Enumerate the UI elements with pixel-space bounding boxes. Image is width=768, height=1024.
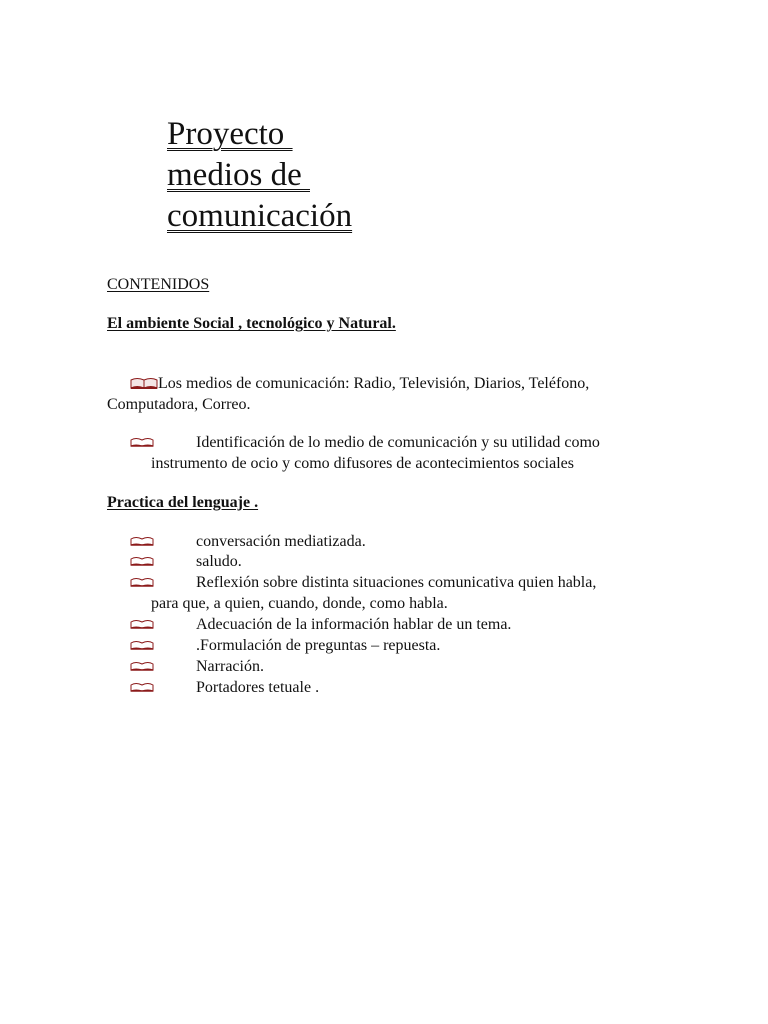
open-book-icon bbox=[130, 437, 158, 449]
open-book-icon bbox=[130, 661, 158, 673]
list-item-medios bbox=[130, 373, 589, 394]
list-item-identificacion-line2: instrumento de ocio y como difusores de acontecimientos sociales bbox=[151, 455, 574, 472]
list-item bbox=[0, 635, 768, 656]
title-line-1: Proyecto bbox=[167, 116, 293, 152]
list-item-medios-line2: Computadora, Correo. bbox=[107, 396, 251, 413]
open-book-icon bbox=[130, 556, 158, 568]
list-item-continuation: para que, a quien, cuando, donde, como habla. bbox=[151, 595, 448, 612]
list-item-text: .Formulación de preguntas – repuesta. bbox=[196, 637, 441, 654]
section-heading-lenguaje: Practica del lenguaje . bbox=[107, 494, 259, 511]
open-book-icon bbox=[130, 682, 158, 694]
open-book-icon bbox=[130, 640, 158, 652]
list-item-text: conversación mediatizada. bbox=[196, 533, 366, 550]
open-book-icon bbox=[130, 377, 158, 389]
list-item-text: Reflexión sobre distinta situaciones comunicativa quien habla, bbox=[196, 574, 597, 591]
list-item bbox=[0, 656, 768, 677]
list-item-text: Portadores tetuale . bbox=[196, 679, 320, 696]
contenidos-heading: CONTENIDOS bbox=[107, 276, 210, 293]
list-item bbox=[0, 531, 768, 552]
list-item bbox=[0, 551, 768, 572]
section-heading-ambiente: El ambiente Social , tecnológico y Natural. bbox=[107, 315, 396, 332]
list-item-identificacion-line1: Identificación de lo medio de comunicación y su utilidad como bbox=[196, 434, 600, 451]
list-item-medios-line1: Los medios de comunicación: Radio, Televisión, Diarios, Teléfono, bbox=[158, 375, 590, 392]
list-item bbox=[0, 677, 768, 698]
open-book-icon bbox=[130, 619, 158, 631]
open-book-icon bbox=[130, 577, 158, 589]
open-book-icon bbox=[130, 536, 158, 548]
list-item bbox=[0, 572, 768, 593]
title-line-3: comunicación bbox=[167, 198, 353, 234]
page-title bbox=[167, 114, 352, 237]
list-item-text: Narración. bbox=[196, 658, 264, 675]
list-item-identificacion bbox=[0, 432, 768, 453]
title-line-2: medios de bbox=[167, 157, 310, 193]
list-item bbox=[0, 614, 768, 635]
list-item-text: Adecuación de la información hablar de un tema. bbox=[196, 616, 512, 633]
list-item-text: saludo. bbox=[196, 553, 242, 570]
